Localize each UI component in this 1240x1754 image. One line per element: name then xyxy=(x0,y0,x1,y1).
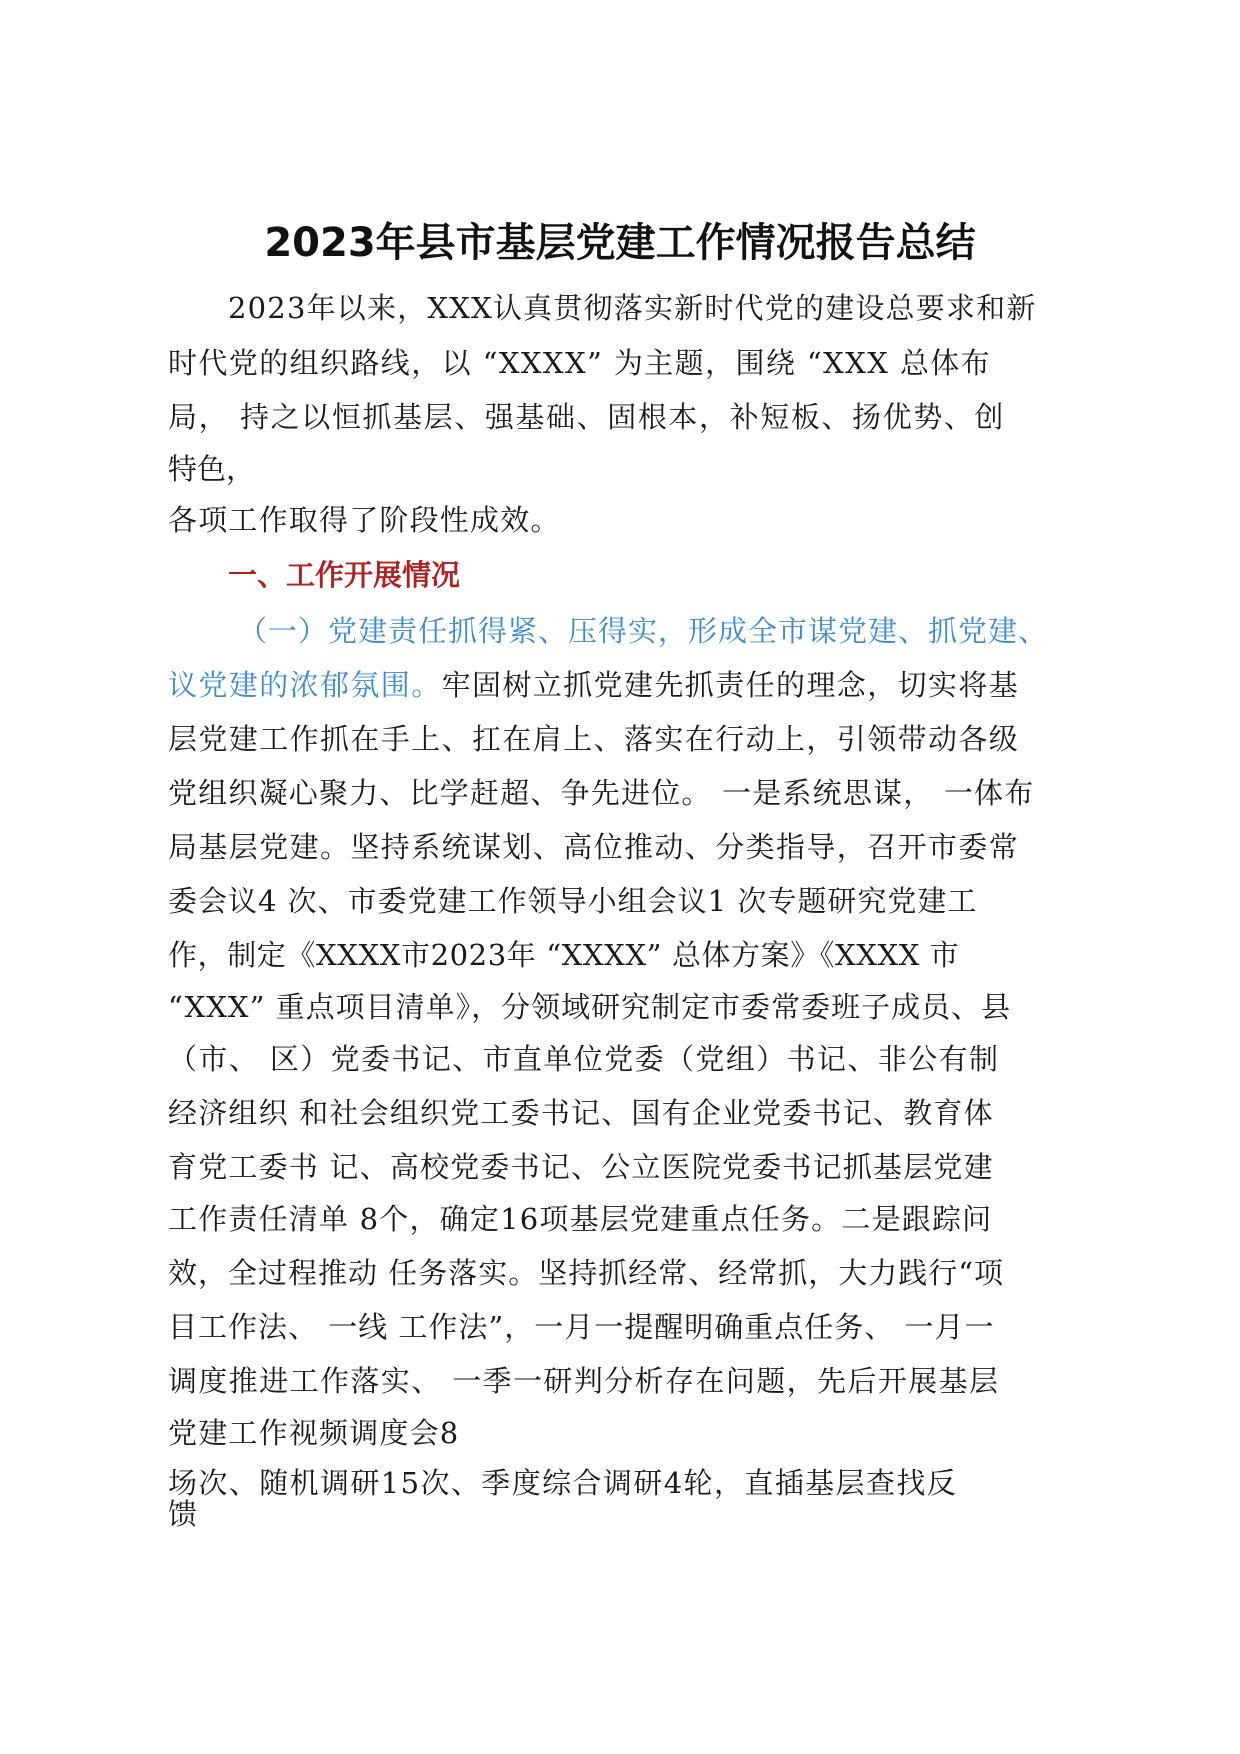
body-line: 育党工委书 记、高校党委书记、公立医院党委书记抓基层党建 xyxy=(168,1150,994,1184)
subsection-heading-continued: 议党建的浓郁氛围。 xyxy=(168,668,442,702)
subsection-line xyxy=(168,667,1019,703)
body-line: 委会议4 次、市委党建工作领导小组会议1 次专题研究党建工 xyxy=(168,884,978,918)
body-line: 效，全过程推动 任务落实。坚持抓经常、经常抓，大力践行“项 xyxy=(168,1256,1005,1290)
intro-line: 特色， xyxy=(168,452,256,486)
body-line: 目工作法、 一线 工作法”，一月一提醒明确重点任务、 一月一 xyxy=(168,1310,995,1344)
body-line: 场次、随机调研15次、季度综合调研4轮，直插基层查找反 xyxy=(168,1466,958,1500)
body-line: 层党建工作抓在手上、扛在肩上、落实在行动上，引领带动各级 xyxy=(168,722,1020,756)
intro-line: 局， 持之以恒抓基层、强基础、固根本，补短板、扬优势、创 xyxy=(168,400,1006,434)
body-line: 经济组织 和社会组织党工委书记、国有企业党委书记、教育体 xyxy=(168,1096,994,1130)
intro-line: 各项工作取得了阶段性成效。 xyxy=(168,503,561,537)
body-line: 工作责任清单 8个，确定16项基层党建重点任务。二是跟踪问 xyxy=(168,1202,993,1236)
body-line: 馈 xyxy=(168,1497,198,1531)
body-line: 调度推进工作落实、 一季一研判分析存在问题，先后开展基层 xyxy=(168,1364,1000,1398)
body-line: “XXX” 重点项目清单》，分领域研究制定市委常委班子成员、县 xyxy=(168,990,1012,1024)
body-line: 党建工作视频调度会8 xyxy=(168,1416,460,1450)
document-title: 2023年县市基层党建工作情况报告总结 xyxy=(264,220,976,266)
body-line: （市、 区）党委书记、市直单位党委（党组）书记、非公有制 xyxy=(168,1042,1000,1076)
subsection-text: 牢固树立抓党建先抓责任的理念，切实将基 xyxy=(441,668,1020,702)
intro-line: 2023年以来，XXX认真贯彻落实新时代党的建设总要求和新 xyxy=(228,291,1037,325)
intro-line: 时代党的组织路线，以 “XXXX” 为主题，围绕 “XXX 总体布 xyxy=(168,346,992,380)
subsection-heading: （一）党建责任抓得紧、压得实，形成全市谋党建、抓党建、 xyxy=(238,614,1049,648)
section-heading: 一、工作开展情况 xyxy=(228,558,461,592)
body-line: 党组织凝心聚力、比学赶超、争先进位。 一是系统思谋， 一体布 xyxy=(168,776,1035,810)
body-line: 局基层党建。坚持系统谋划、高位推动、分类指导，召开市委常 xyxy=(168,830,1020,864)
body-line: 作，制定《XXXX市2023年 “XXXX” 总体方案》《XXXX 市 xyxy=(168,938,960,972)
